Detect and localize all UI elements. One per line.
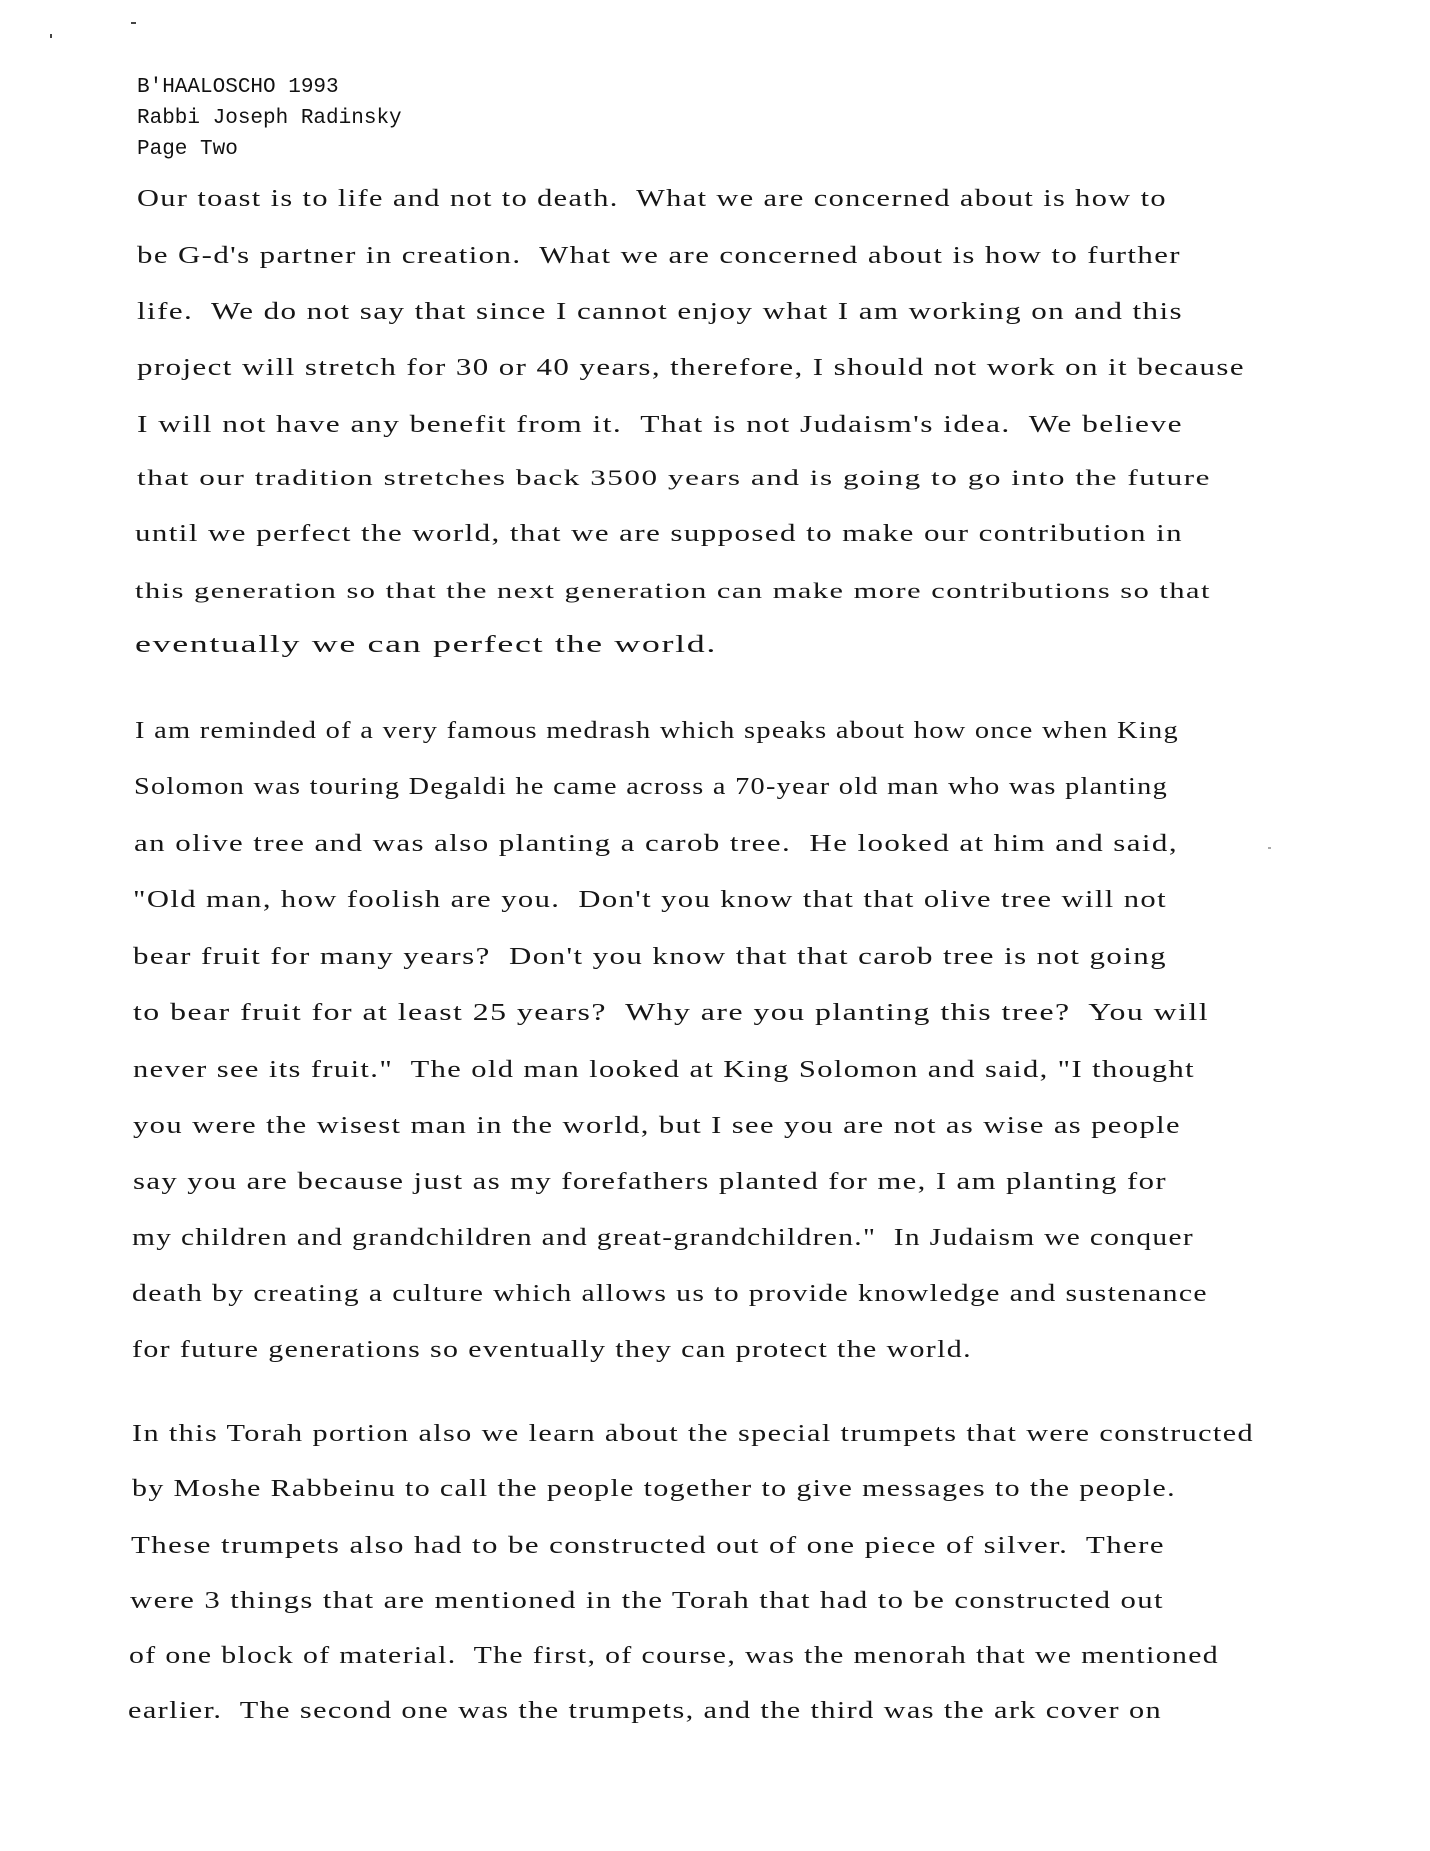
text-line: of one block of material. The first, of course, was the menorah that we mentioned [129, 1643, 1220, 1669]
author-name: Rabbi Joseph Radinsky [137, 107, 402, 130]
text-line: for future generations so eventually they can protect the world. [132, 1337, 972, 1363]
text-line: eventually we can perfect the world. [135, 632, 718, 658]
text-line: project will stretch for 30 or 40 years, therefore, I should not work on it because [137, 355, 1246, 381]
scan-speck [131, 22, 136, 24]
text-line: These trumpets also had to be constructed out of one piece of silver. There [131, 1533, 1166, 1559]
document-title: B'HAALOSCHO 1993 [137, 76, 339, 99]
text-line: bear fruit for many years? Don't you know that that carob tree is not going [133, 944, 1168, 970]
text-line: an olive tree and was also planting a carob tree. He looked at him and said, [134, 831, 1178, 857]
text-line: were 3 things that are mentioned in the Torah that had to be constructed out [130, 1588, 1164, 1614]
text-line: Our toast is to life and not to death. What we are concerned about is how to [137, 186, 1167, 212]
text-line: I will not have any benefit from it. That is not Judaism's idea. We believe [137, 412, 1184, 438]
text-line: "Old man, how foolish are you. Don't you know that that olive tree will not [133, 887, 1167, 913]
text-line: to bear fruit for at least 25 years? Why are you planting this tree? You will [133, 1000, 1210, 1026]
text-line: never see its fruit." The old man looked at King Solomon and said, "I thought [133, 1057, 1196, 1083]
text-line: In this Torah portion also we learn about the special trumpets that were constructed [132, 1421, 1255, 1447]
document-header [137, 72, 402, 165]
text-line: Solomon was touring Degaldi he came across a 70-year old man who was planting [134, 774, 1169, 800]
text-line: my children and grandchildren and great-grandchildren." In Judaism we conquer [132, 1225, 1195, 1251]
text-line: I am reminded of a very famous medrash which speaks about how once when King [135, 718, 1179, 744]
page-label: Page Two [137, 138, 238, 161]
text-line: be G-d's partner in creation. What we are concerned about is how to further [137, 243, 1181, 269]
text-line: by Moshe Rabbeinu to call the people together to give messages to the people. [132, 1476, 1177, 1502]
text-line: life. We do not say that since I cannot enjoy what I am working on and this [137, 299, 1184, 325]
text-line: this generation so that the next generation can make more contributions so that [135, 578, 1212, 603]
scan-speck [1268, 847, 1271, 849]
scan-speck [50, 34, 52, 38]
text-line: say you are because just as my forefathers planted for me, I am planting for [133, 1169, 1168, 1195]
text-line: death by creating a culture which allows us to provide knowledge and sustenance [132, 1281, 1208, 1307]
text-line: until we perfect the world, that we are supposed to make our contribution in [135, 521, 1184, 547]
text-line: that our tradition stretches back 3500 years and is going to go into the future [137, 465, 1212, 490]
text-line: you were the wisest man in the world, but I see you are not as wise as people [133, 1113, 1181, 1139]
text-line: earlier. The second one was the trumpets, and the third was the ark cover on [128, 1698, 1163, 1724]
